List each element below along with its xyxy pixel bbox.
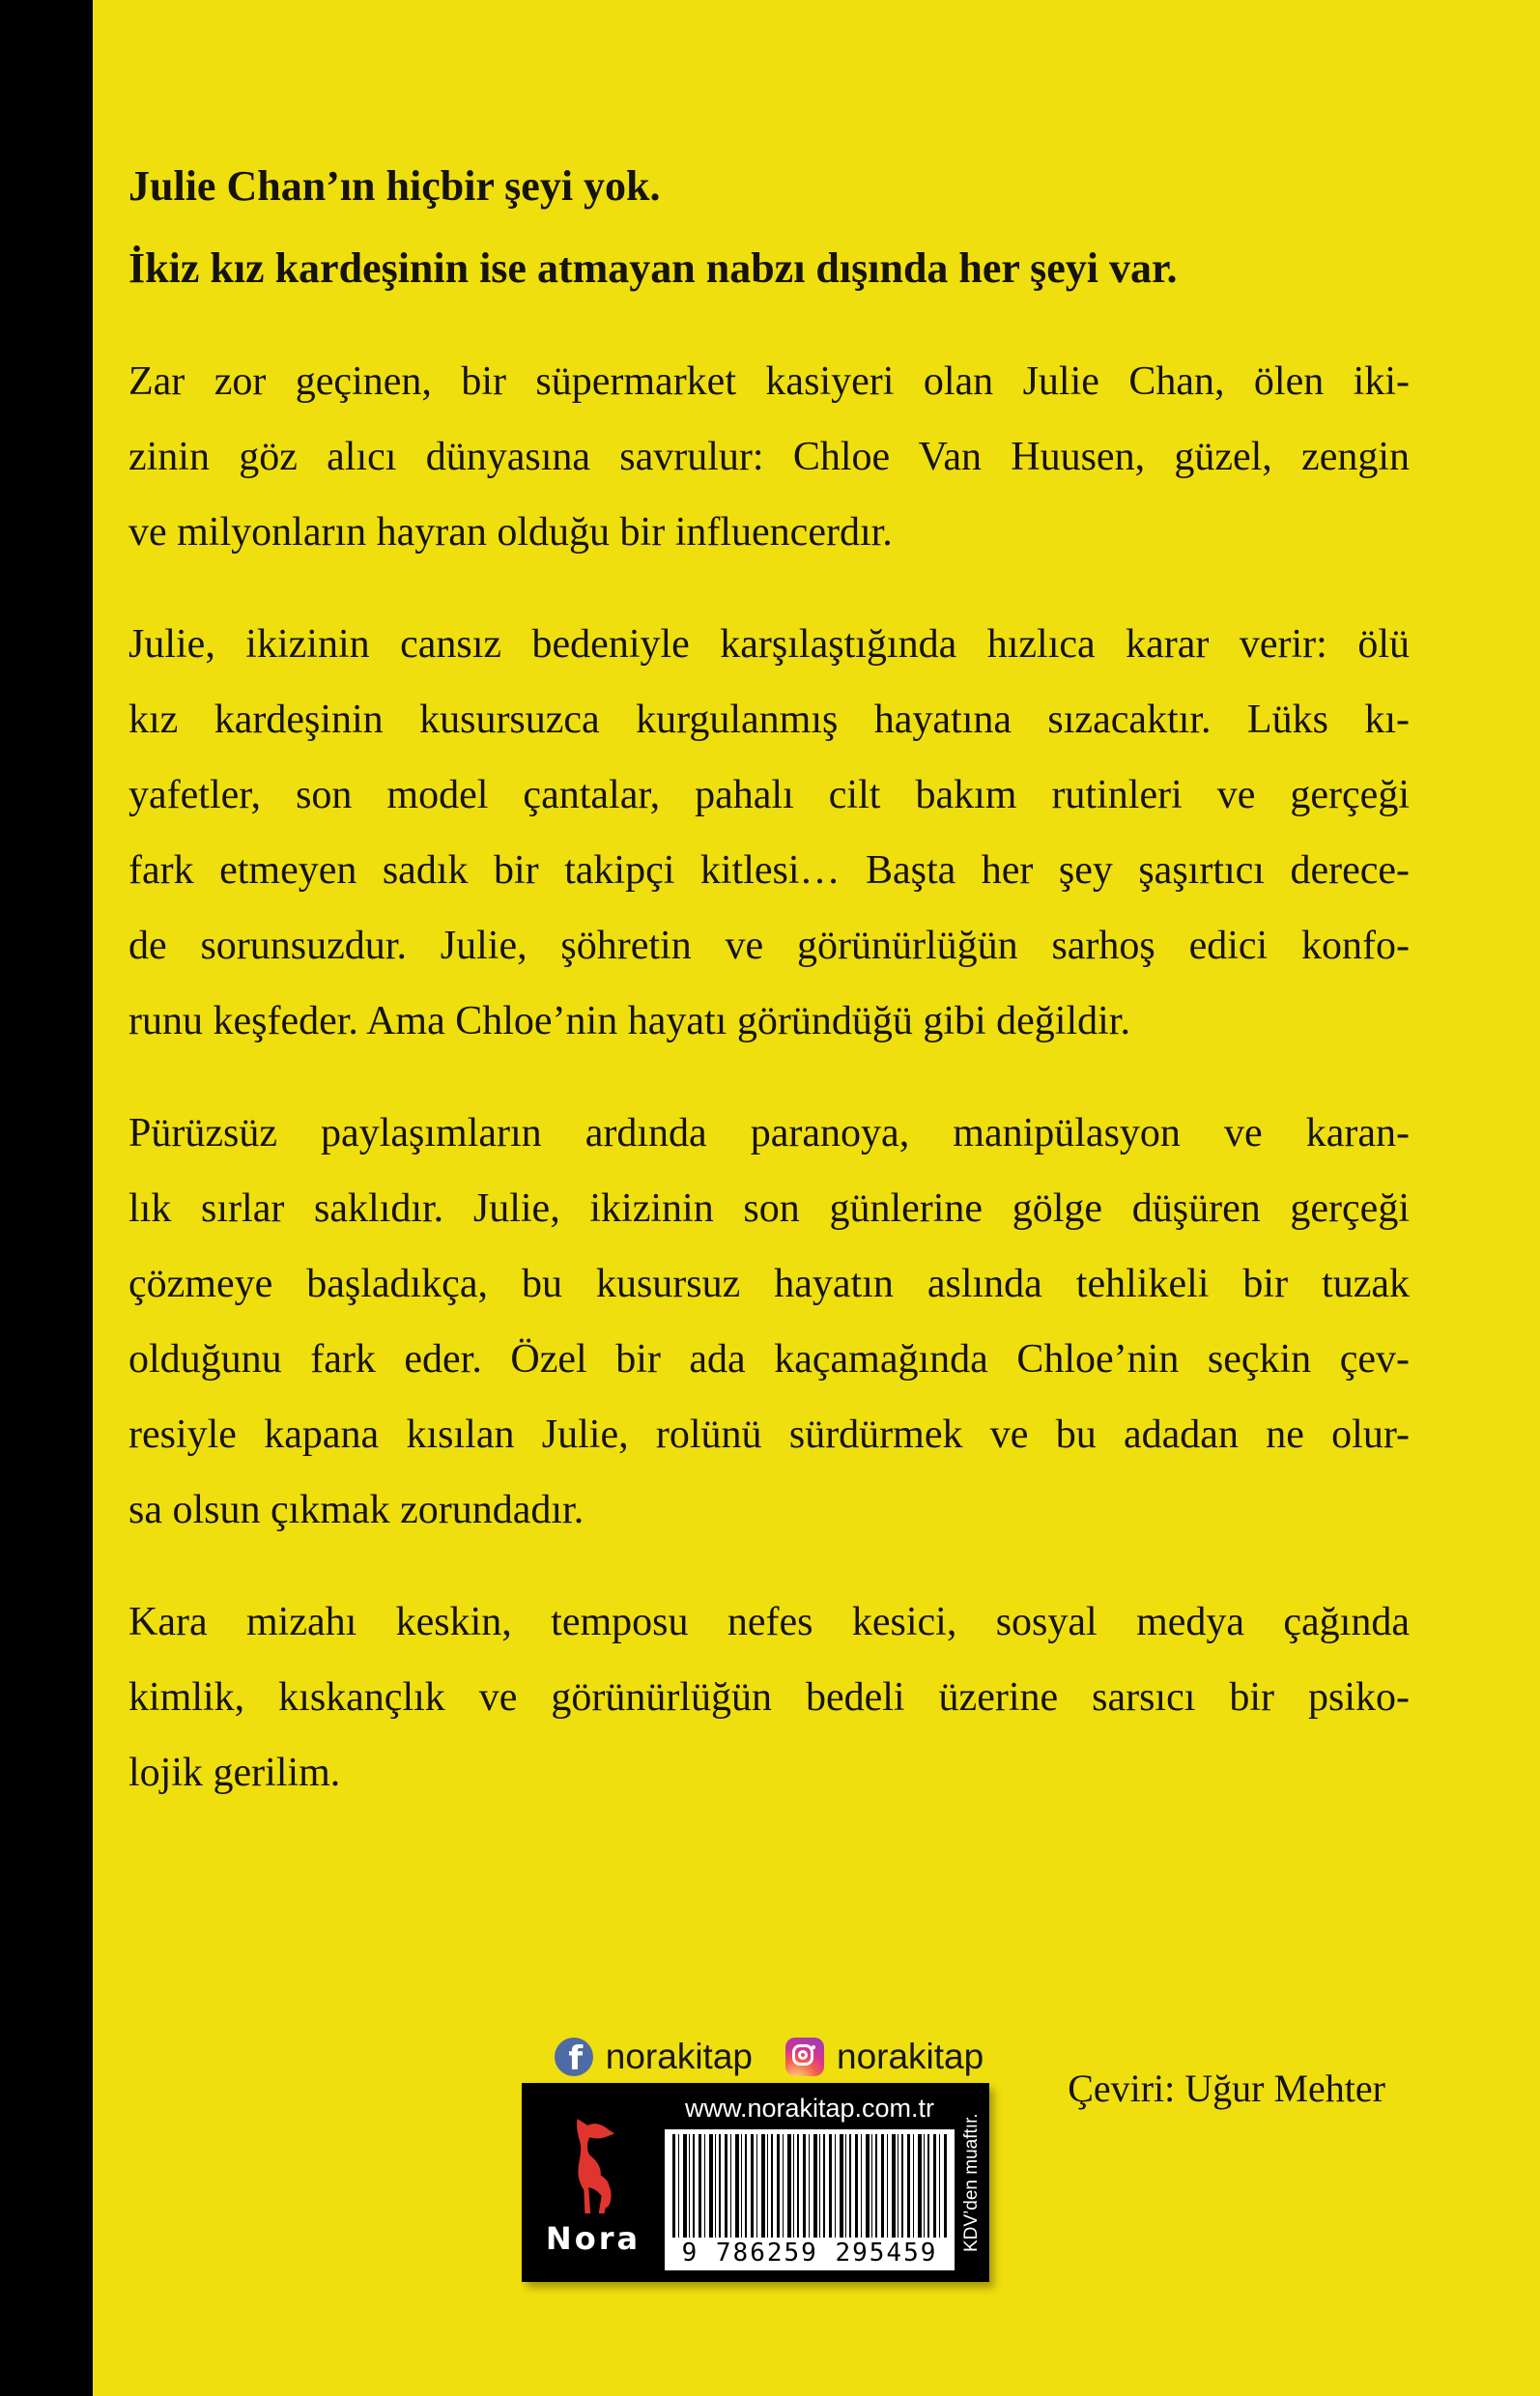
facebook-icon: f: [555, 2038, 593, 2076]
body-text-line: lık sırlar saklıdır. Julie, ikizinin son günlerine gölge düşüren gerçeği: [128, 1186, 1410, 1231]
instagram-handle: norakitap: [837, 2037, 984, 2076]
body-text-line: zinin göz alıcı dünyasına savrulur: Chloe Van Huusen, güzel, zengin: [128, 435, 1410, 479]
facebook-handle: norakitap: [605, 2037, 753, 2076]
barcode-bars: [672, 2134, 947, 2238]
instagram-icon: [785, 2038, 824, 2076]
body-text-line: yafetler, son model çantalar, pahalı cilt bakım rutinleri ve gerçeği: [128, 773, 1410, 817]
body-text-line: ve milyonların hayran olduğu bir influencerdır.: [128, 510, 893, 555]
body-text-line: çözmeye başladıkça, bu kusursuz hayatın aslında tehlikeli bir tuzak: [128, 1262, 1410, 1306]
headline-line-2: İkiz kız kardeşinin ise atmayan nabzı dışında her şeyi var.: [128, 244, 1178, 292]
barcode-digits: 9 786259 295459: [672, 2238, 947, 2268]
body-text-line: kız kardeşinin kusursuzca kurgulanmış hayatına sızacaktır. Lüks kı-: [128, 698, 1410, 742]
body-text-line: Zar zor geçinen, bir süpermarket kasiyeri olan Julie Chan, ölen iki-: [128, 359, 1410, 404]
headline-line-1: Julie Chan’ın hiçbir şeyi yok.: [128, 162, 661, 210]
instagram-item: [785, 2037, 984, 2077]
tax-exempt-note: KDV’den muaftır.: [961, 2113, 982, 2252]
translator-credit: Çeviri: Uğur Mehter: [1068, 2067, 1385, 2110]
publisher-brand-name: Nora: [545, 2220, 642, 2257]
publisher-logo: [522, 2083, 665, 2282]
paragraph: [128, 344, 1410, 570]
body-text-line: kimlik, kıskançlık ve görünürlüğün bedeli üzerine sarsıcı bir psiko-: [128, 1675, 1410, 1720]
body-text-line: de sorunsuzdur. Julie, şöhretin ve görünürlüğün sarhoş edici konfo-: [128, 924, 1410, 968]
body-text-line: fark etmeyen sadık bir takipçi kitlesi… Başta her şey şaşırtıcı derece-: [128, 848, 1410, 893]
paragraph: [128, 1584, 1410, 1811]
headline: [128, 145, 1410, 309]
body-text-line: Pürüzsüz paylaşımların ardında paranoya, manipülasyon ve karan-: [128, 1111, 1410, 1155]
spine-frame: [0, 0, 93, 2396]
body-text-line: runu keşfeder. Ama Chloe’nin hayatı göründüğü gibi değildir.: [128, 999, 1130, 1043]
body-text-line: olduğunu fark eder. Özel bir ada kaçamağında Chloe’nin seçkin çev-: [128, 1337, 1410, 1382]
body-text-line: lojik gerilim.: [128, 1751, 341, 1795]
body-text-line: Kara mizahı keskin, temposu nefes kesici, sosyal medya çağında: [128, 1600, 1410, 1644]
body-text-line: sa olsun çıkmak zorundadır.: [128, 1488, 585, 1532]
body-text-line: resiyle kapana kısılan Julie, rolünü sürdürmek ve bu adadan ne olur-: [128, 1412, 1410, 1457]
paragraph: [128, 607, 1410, 1059]
publisher-isbn-box: [522, 2083, 989, 2282]
publisher-website: www.norakitap.com.tr: [684, 2094, 935, 2123]
barcode-panel: [665, 2129, 955, 2270]
body-paragraphs: [128, 344, 1410, 1811]
body-text-line: Julie, ikizinin cansız bedeniyle karşılaştığında hızlıca karar verir: ölü: [128, 622, 1410, 667]
facebook-item: [555, 2037, 753, 2077]
nora-dog-logo: [547, 2116, 640, 2220]
back-cover-text: [128, 145, 1410, 1811]
paragraph: [128, 1096, 1410, 1548]
